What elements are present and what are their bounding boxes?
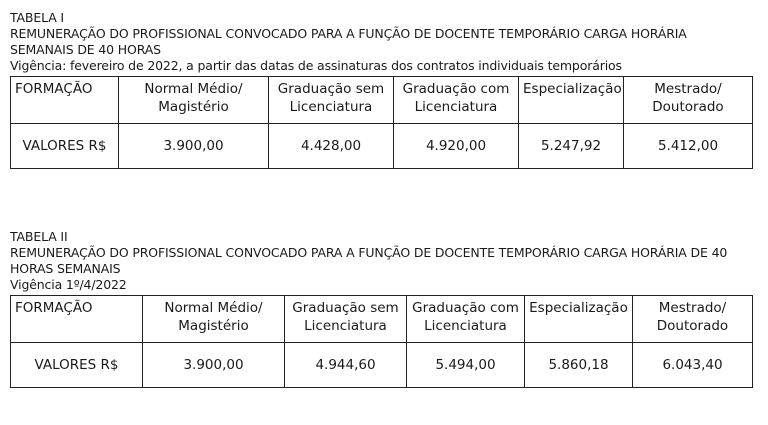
- salary-table-1: [10, 76, 753, 169]
- header-cell-formacao: FORMAÇÃO: [11, 77, 119, 124]
- header-cell-graduacao-sem: Graduação sem Licenciatura: [269, 77, 394, 124]
- header-cell-especializacao: Especialização: [525, 296, 633, 343]
- value-cell: 5.494,00: [407, 343, 525, 388]
- value-cell: 4.944,60: [285, 343, 407, 388]
- table-header-row: [11, 77, 753, 124]
- table-section-1: [10, 10, 752, 169]
- header-cell-formacao: FORMAÇÃO: [11, 296, 143, 343]
- value-cell: 3.900,00: [143, 343, 285, 388]
- value-cell: 4.920,00: [394, 124, 519, 169]
- value-cell: 5.412,00: [624, 124, 753, 169]
- header-cell-graduacao-sem: Graduação sem Licenciatura: [285, 296, 407, 343]
- value-cell: 4.428,00: [269, 124, 394, 169]
- table-title-line-2: HORAS SEMANAIS: [10, 261, 121, 276]
- header-cell-mestrado: Mestrado/ Doutorado: [624, 77, 753, 124]
- header-cell-mestrado: Mestrado/ Doutorado: [633, 296, 753, 343]
- value-cell: 6.043,40: [633, 343, 753, 388]
- vigencia-text: Vigência: fevereiro de 2022, a partir das datas de assinaturas dos contratos individuais temporários: [10, 58, 622, 73]
- salary-table-2: [10, 295, 753, 388]
- value-cell: 5.860,18: [525, 343, 633, 388]
- row-label: VALORES R$: [11, 124, 119, 169]
- table-title-line-1: REMUNERAÇÃO DO PROFISSIONAL CONVOCADO PARA A FUNÇÃO DE DOCENTE TEMPORÁRIO CARGA HORÁRIA DE 40: [10, 245, 728, 260]
- value-cell: 3.900,00: [119, 124, 269, 169]
- row-label: VALORES R$: [11, 343, 143, 388]
- table-label: TABELA I: [10, 10, 64, 25]
- table-row: [11, 124, 753, 169]
- table-header-row: [11, 296, 753, 343]
- header-cell-especializacao: Especialização: [519, 77, 624, 124]
- header-cell-normal-medio: Normal Médio/ Magistério: [119, 77, 269, 124]
- header-cell-graduacao-com: Graduação com Licenciatura: [394, 77, 519, 124]
- table-section-2: [10, 229, 752, 388]
- table-label: TABELA II: [10, 229, 68, 244]
- table-row: [11, 343, 753, 388]
- value-cell: 5.247,92: [519, 124, 624, 169]
- header-cell-normal-medio: Normal Médio/ Magistério: [143, 296, 285, 343]
- table-title-line-2: SEMANAIS DE 40 HORAS: [10, 42, 161, 57]
- header-cell-graduacao-com: Graduação com Licenciatura: [407, 296, 525, 343]
- table-title-line-1: REMUNERAÇÃO DO PROFISSIONAL CONVOCADO PARA A FUNÇÃO DE DOCENTE TEMPORÁRIO CARGA HORÁRIA: [10, 26, 687, 41]
- vigencia-text: Vigência 1º/4/2022: [10, 277, 127, 292]
